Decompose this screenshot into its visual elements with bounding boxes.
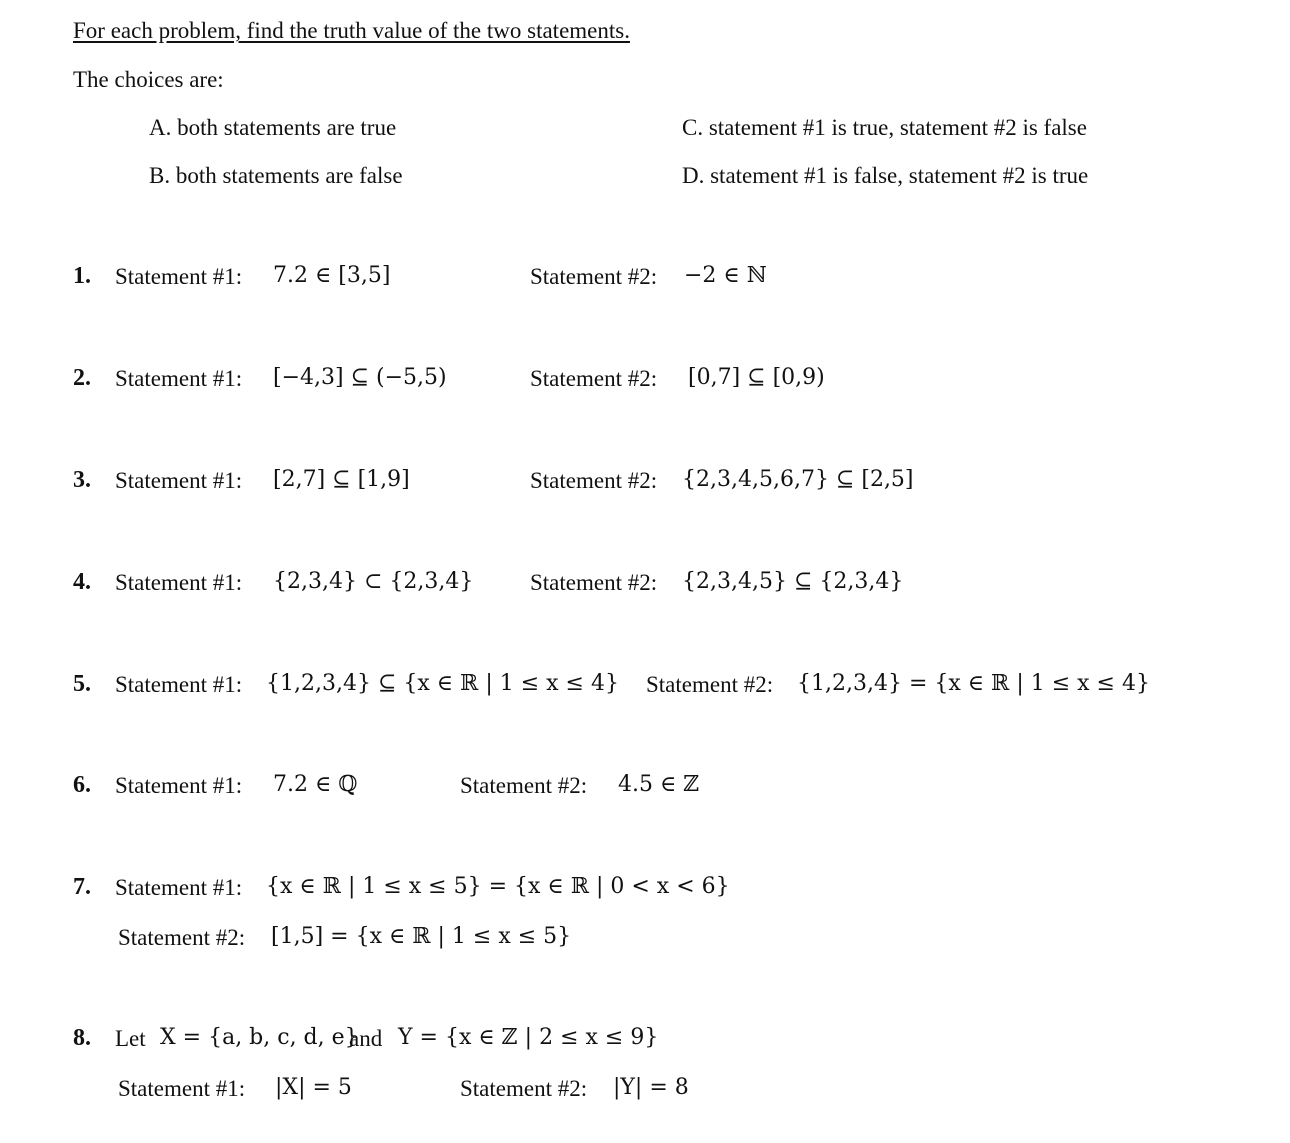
statement-1-label: Statement #1: (115, 875, 243, 900)
statement-1-expr: {1,2,3,4} ⊆ {x ∈ ℝ | 1 ≤ x ≤ 4} (266, 671, 619, 696)
statement-2-label: Statement #2: (530, 264, 658, 289)
statement-1-expr: [2,7] ⊆ [1,9] (273, 467, 410, 492)
statement-1-expr: 7.2 ∈ ℚ (273, 772, 358, 797)
statement-1-expr: [−4,3] ⊆ (−5,5) (273, 365, 447, 390)
statement-2-label: Statement #2: (646, 672, 774, 697)
statement-1-label: Statement #1: (115, 773, 243, 798)
problem-intro-and: and (349, 1026, 383, 1051)
statement-1-expr: {2,3,4} ⊂ {2,3,4} (273, 569, 474, 594)
statement-1-label: Statement #1: (115, 468, 243, 493)
statement-1-label: Statement #1: (118, 1076, 246, 1101)
statement-2-expr: [1,5] = {x ∈ ℝ | 1 ≤ x ≤ 5} (271, 924, 572, 949)
statement-2-label: Statement #2: (460, 1076, 588, 1101)
statement-2-expr: |Y| = 8 (613, 1075, 689, 1100)
statement-2-expr: [0,7] ⊆ [0,9) (688, 365, 825, 390)
statement-1-expr: |X| = 5 (275, 1075, 352, 1100)
statement-1-label: Statement #1: (115, 366, 243, 391)
set-y-definition: Y = {x ∈ ℤ | 2 ≤ x ≤ 9} (398, 1025, 659, 1050)
choice-d: D. statement #1 is false, statement #2 is true (682, 163, 1089, 188)
problem-number: 5. (73, 671, 91, 697)
problem-number: 8. (73, 1025, 91, 1051)
statement-2-label: Statement #2: (460, 773, 588, 798)
choices-intro: The choices are: (73, 67, 224, 92)
statement-1-label: Statement #1: (115, 570, 243, 595)
problem-number: 2. (73, 365, 91, 391)
statement-2-expr: 4.5 ∈ ℤ (618, 772, 700, 797)
statement-2-label: Statement #2: (530, 366, 658, 391)
set-x-definition: X = {a, b, c, d, e} (160, 1025, 359, 1050)
statement-1-expr: 7.2 ∈ [3,5] (273, 263, 391, 288)
problem-number: 1. (73, 263, 91, 289)
statement-2-expr: −2 ∈ ℕ (684, 263, 767, 288)
statement-2-label: Statement #2: (530, 468, 658, 493)
problem-number: 3. (73, 467, 91, 493)
statement-1-label: Statement #1: (115, 672, 243, 697)
statement-2-label: Statement #2: (530, 570, 658, 595)
problem-number: 6. (73, 772, 91, 798)
choice-c: C. statement #1 is true, statement #2 is false (682, 115, 1087, 140)
statement-2-expr: {2,3,4,5} ⊆ {2,3,4} (682, 569, 904, 594)
page-title: For each problem, find the truth value of the two statements. (73, 18, 630, 43)
statement-2-expr: {2,3,4,5,6,7} ⊆ [2,5] (682, 467, 914, 492)
statement-1-expr: {x ∈ ℝ | 1 ≤ x ≤ 5} = {x ∈ ℝ | 0 < x < 6} (266, 874, 730, 899)
statement-1-label: Statement #1: (115, 264, 243, 289)
choice-a: A. both statements are true (149, 115, 397, 140)
problem-number: 4. (73, 569, 91, 595)
problem-number: 7. (73, 874, 91, 900)
choice-b: B. both statements are false (149, 163, 403, 188)
statement-2-label: Statement #2: (118, 925, 246, 950)
problem-intro-let: Let (115, 1026, 146, 1051)
statement-2-expr: {1,2,3,4} = {x ∈ ℝ | 1 ≤ x ≤ 4} (797, 671, 1150, 696)
